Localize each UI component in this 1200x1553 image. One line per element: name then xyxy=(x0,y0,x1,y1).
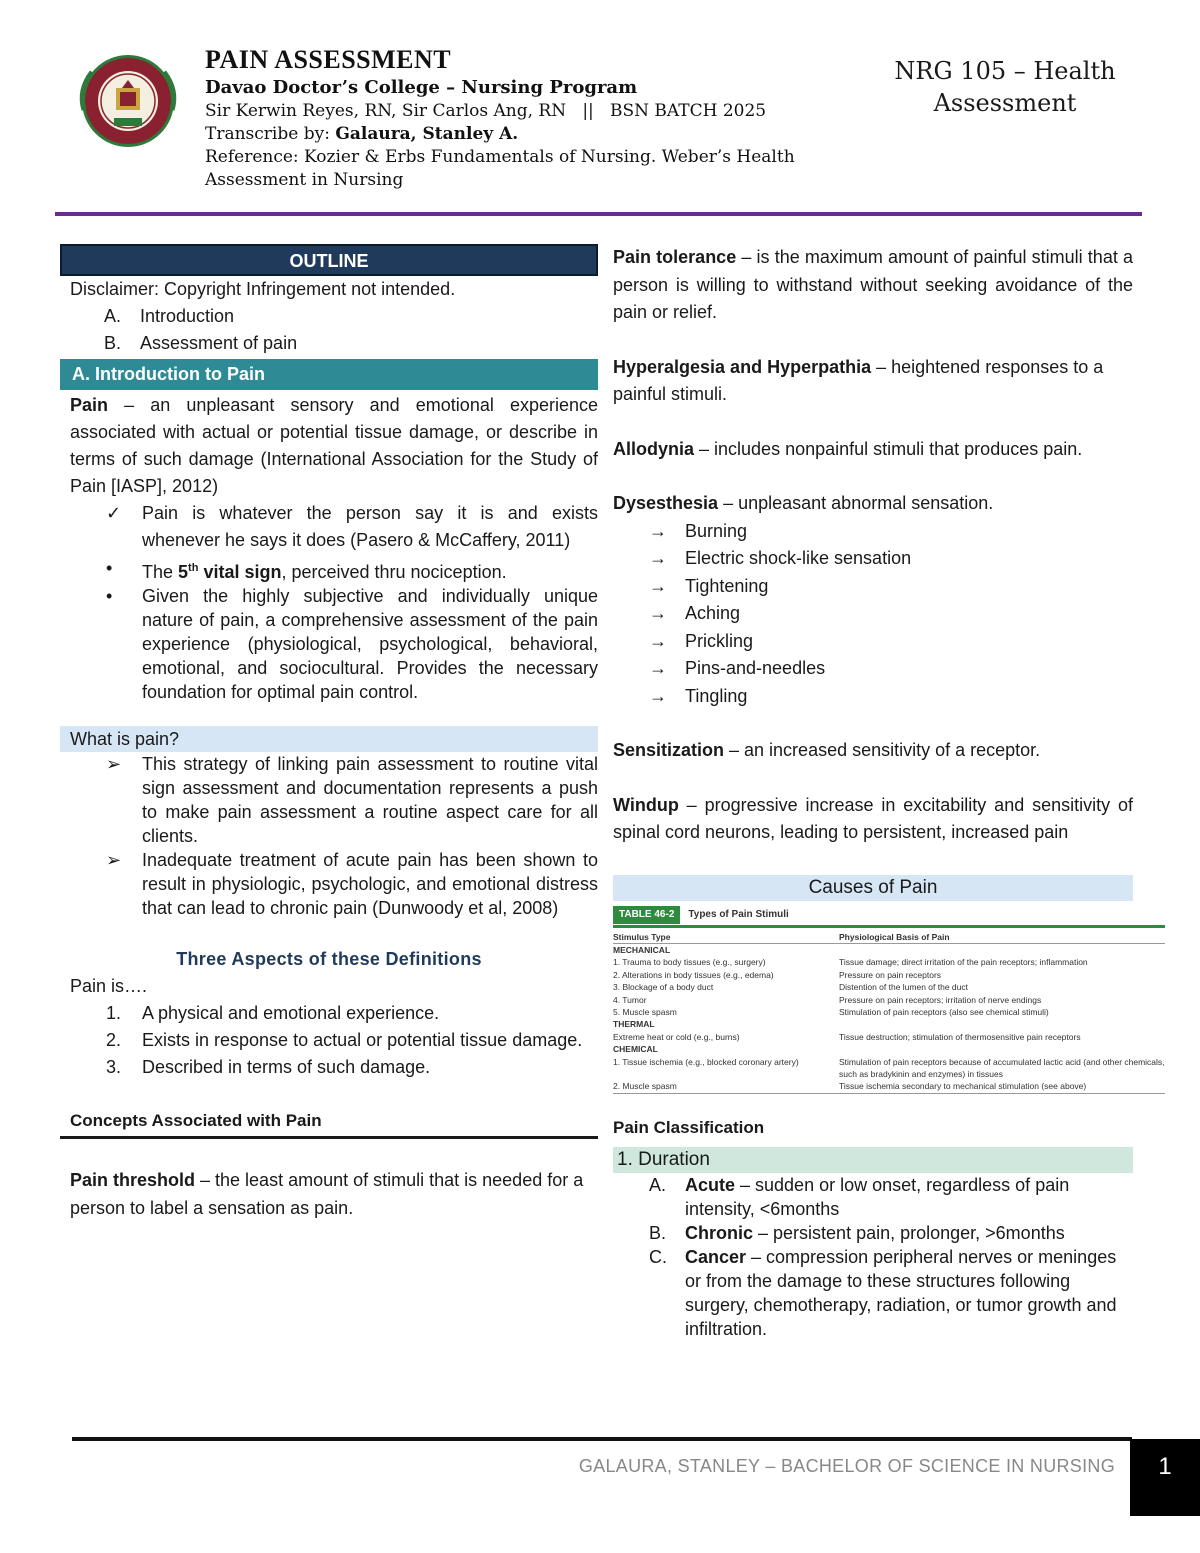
right-arrow-icon: → xyxy=(649,603,667,623)
allodynia-def: Allodynia – includes nonpainful stimuli that produces pain. xyxy=(613,438,1083,459)
arrow-bullet-icon: ➢ xyxy=(106,754,122,774)
bullet-item: • The 5th vital sign, perceived thru nociception. xyxy=(106,558,507,582)
right-arrow-icon: → xyxy=(649,520,667,541)
table-row: 1. Tissue ischemia (e.g., blocked coronary artery) Stimulation of pain receptors because of accumulated lactic acid (and other chemicals, such as bradykinin and enzymes) in tissues xyxy=(613,1056,1165,1079)
header-block xyxy=(205,44,865,192)
outline-item: A. Introduction xyxy=(104,306,235,326)
table-caption xyxy=(613,905,1165,925)
table-row: 2. Muscle spasm Tissue ischemia secondary to mechanical stimulation (see above) xyxy=(613,1080,1165,1093)
bullet-icon: • xyxy=(106,558,113,578)
classification-item: B. Chronic – persistent pain, prolonger, >6months xyxy=(649,1223,1065,1244)
duration-header: 1. Duration xyxy=(613,1147,1133,1173)
reference-line-1: Reference: Kozier & Erbs Fundamentals of Nursing. Weber’s Health xyxy=(205,147,795,167)
dysesthesia-item: → Pins-and-needles xyxy=(613,655,1133,683)
concepts-heading: Concepts Associated with Pain xyxy=(60,1107,598,1139)
right-arrow-icon: → xyxy=(649,548,667,568)
college-name: Davao Doctor’s College – Nursing Program xyxy=(205,77,638,98)
aspect-item: 3. Described in terms of such damage. xyxy=(106,1057,431,1077)
table-header-row: Stimulus Type Physiological Basis of Pain xyxy=(613,931,1165,944)
course-code: NRG 105 – Health Assessment xyxy=(894,57,1116,117)
causes-of-pain-figure xyxy=(613,875,1165,1094)
right-column xyxy=(613,244,1165,1341)
table-row: 5. Muscle spasm Stimulation of pain receptors (also see chemical stimuli) xyxy=(613,1006,1049,1017)
bullet-item: • Given the highly subjective and individually unique nature of pain, a comprehensive assessment of the pain experience (physiological, psychological, behavioral, emotional, and sociocultural. Provides the necessary foundation for optimal pain control. xyxy=(106,586,598,702)
right-arrow-icon: → xyxy=(649,658,667,678)
right-arrow-icon: → xyxy=(649,630,667,651)
stimuli-table xyxy=(613,931,1165,1094)
classification-item: C. Cancer – compression peripheral nerves or meninges or from the damage to these structures following surgery, chemotherapy, radiation, or tumor growth and infiltration. xyxy=(649,1247,1117,1340)
college-seal-logo xyxy=(72,50,184,152)
page-number: 1 xyxy=(1130,1439,1200,1516)
header-divider xyxy=(55,212,1142,216)
classification-item: A. Acute – sudden or low onset, regardless of pain intensity, <6months xyxy=(649,1175,1070,1220)
reference-line-2: Assessment in Nursing xyxy=(205,170,404,190)
dysesthesia-def: Dysesthesia – unpleasant abnormal sensation. xyxy=(613,493,994,513)
causes-header: Causes of Pain xyxy=(613,875,1133,901)
table-row: 3. Blockage of a body duct Distention of the lumen of the duct xyxy=(613,982,968,993)
outline-item: B. Assessment of pain xyxy=(104,333,298,353)
footer-divider xyxy=(72,1437,1132,1441)
outline-header: OUTLINE xyxy=(60,244,598,276)
check-item: ✓ Pain is whatever the person say it is and exists whenever he says it does (Pasero & McCaffery, 2011) xyxy=(60,500,598,554)
pain-classification-heading: Pain Classification xyxy=(613,1117,765,1137)
right-arrow-icon: → xyxy=(649,685,667,706)
arrow-item: ➢ Inadequate treatment of acute pain has been shown to result in physiologic, psychologic, and emotional distress that can lead to chronic pain (Dunwoody et al, 2008) xyxy=(106,850,598,918)
table-tag: TABLE 46-2 xyxy=(613,906,680,924)
table-row: 1. Trauma to body tissues (e.g., surgery) Tissue damage; direct irritation of the pain receptors; inflammation xyxy=(613,957,1088,968)
pain-is-lead: Pain is…. xyxy=(70,976,148,996)
hyperalgesia-def: Hyperalgesia and Hyperpathia – heightened responses to a painful stimuli. xyxy=(613,356,1104,404)
aspect-item: 2. Exists in response to actual or potential tissue damage. xyxy=(106,1030,583,1050)
transcriber-name: Galaura, Stanley A. xyxy=(335,124,519,144)
section-intro-header: A. Introduction to Pain xyxy=(60,359,598,390)
page-title: PAIN ASSESSMENT xyxy=(205,45,452,74)
dysesthesia-item: → Electric shock-like sensation xyxy=(613,545,1133,573)
table-row: 2. Alterations in body tissues (e.g., edema) Pressure on pain receptors xyxy=(613,969,942,980)
right-arrow-icon: → xyxy=(649,575,667,596)
dysesthesia-item: → Prickling xyxy=(613,628,1133,656)
instructors-line: Sir Kerwin Reyes, RN, Sir Carlos Ang, RN || BSN BATCH 2025 xyxy=(205,101,767,121)
sensitization-def: Sensitization – an increased sensitivity of a receptor. xyxy=(613,740,1041,760)
three-aspects-heading: Three Aspects of these Definitions xyxy=(176,949,482,969)
table-section: THERMAL xyxy=(613,1019,655,1030)
arrow-bullet-icon: ➢ xyxy=(106,850,122,870)
table-row: Extreme heat or cold (e.g., burns) Tissue destruction; stimulation of thermosensitive pain receptors xyxy=(613,1031,1081,1042)
aspect-item: 1. A physical and emotional experience. xyxy=(106,1003,440,1023)
arrow-item: ➢ This strategy of linking pain assessment to routine vital sign assessment and documentation represents a push to make pain assessment a routine aspect care for all clients. xyxy=(106,754,598,846)
what-is-pain-header: What is pain? xyxy=(60,726,598,752)
pain-definition: Pain – an unpleasant sensory and emotional experience associated with actual or potential tissue damage, or describe in terms of such damage (International Association for the Study of Pain [IASP], 2012) xyxy=(70,395,598,496)
dysesthesia-item: → Tingling xyxy=(613,683,1133,711)
dysesthesia-item: → Aching xyxy=(613,600,1133,628)
dysesthesia-item: → Burning xyxy=(613,518,1133,546)
transcriber-line: Transcribe by: Galaura, Stanley A. xyxy=(205,124,519,144)
dysesthesia-list xyxy=(613,518,1133,711)
left-column xyxy=(60,244,598,1222)
bullet-icon: • xyxy=(106,586,113,606)
pain-threshold-def: Pain threshold – the least amount of stimuli that is needed for a person to label a sensation as pain. xyxy=(70,1170,584,1218)
pain-tolerance-def: Pain tolerance – is the maximum amount of painful stimuli that a person is willing to withstand without seeking avoidance of the pain or relief. xyxy=(613,247,1133,322)
table-title: Types of Pain Stimuli xyxy=(688,908,789,920)
dysesthesia-item: → Tightening xyxy=(613,573,1133,601)
windup-def: Windup – progressive increase in excitability and sensitivity of spinal cord neurons, leading to persistent, increased pain xyxy=(613,794,1133,842)
table-section: MECHANICAL xyxy=(613,944,671,955)
table-row: 4. Tumor Pressure on pain receptors; irritation of nerve endings xyxy=(613,994,1042,1005)
footer-text: GALAURA, STANLEY – BACHELOR OF SCIENCE IN NURSING xyxy=(578,1456,1115,1476)
check-icon: ✓ xyxy=(106,503,122,523)
table-section: CHEMICAL xyxy=(613,1044,658,1055)
disclaimer: Disclaimer: Copyright Infringement not intended. xyxy=(70,279,456,299)
